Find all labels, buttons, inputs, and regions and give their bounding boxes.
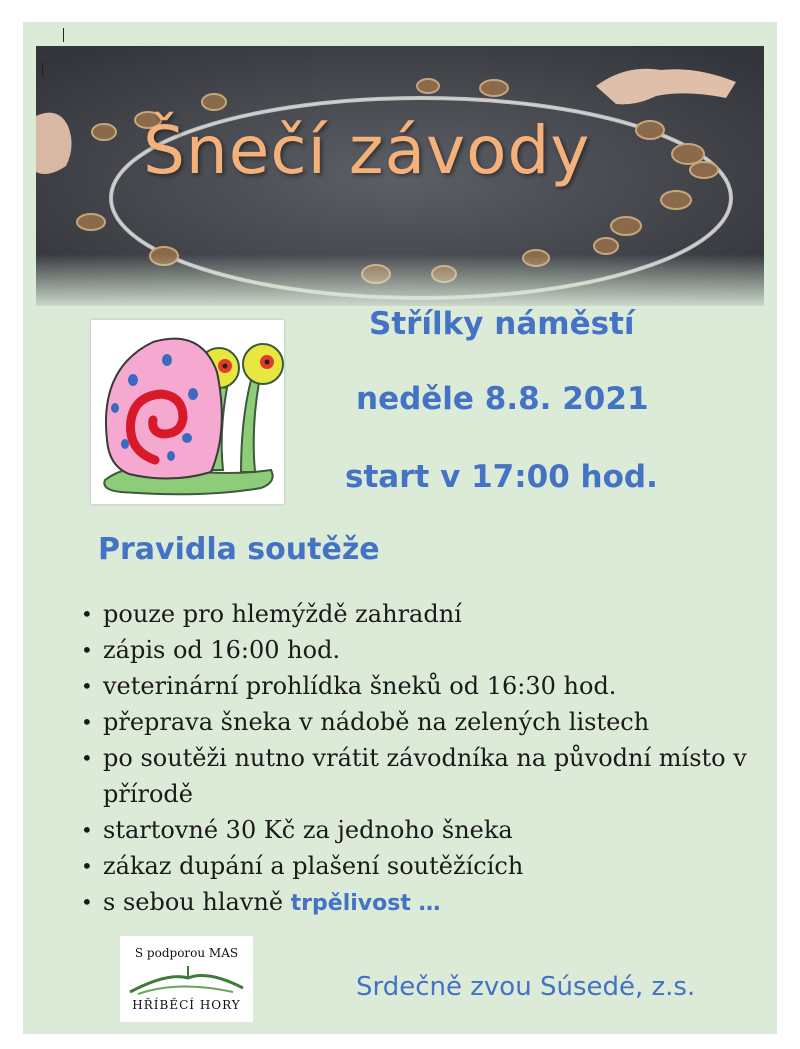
hills-logo-icon [128, 964, 245, 996]
list-item: • veterinární prohlídka šneků od 16:30 hod. [81, 668, 771, 704]
event-place: Střílky náměstí [369, 306, 635, 342]
last-item-text: s sebou hlavně [103, 888, 291, 916]
snail-cartoon-icon [91, 320, 284, 504]
list-item: • zákaz dupání a plašení soutěžících [81, 848, 771, 884]
list-item: • pouze pro hlemýždě zahradní [81, 596, 771, 632]
list-item: • zápis od 16:00 hod. [81, 632, 771, 668]
event-start: start v 17:00 hod. [345, 459, 658, 495]
poster [23, 22, 777, 1034]
list-item [81, 884, 771, 922]
list-item: • startovné 30 Kč za jednoho šneka [81, 812, 771, 848]
snail-cartoon-image [91, 320, 284, 504]
invitation-text: Srdečně zvou Súsedé, z.s. [356, 972, 696, 1002]
text-cursor [42, 62, 43, 76]
mas-logo [120, 936, 253, 1022]
text-cursor [63, 28, 64, 42]
logo-top-text: S podporou MAS [134, 946, 239, 960]
logo-bottom-text: HŘÍBĚCÍ HORY [132, 998, 241, 1012]
rules-heading: Pravidla soutěže [98, 532, 380, 567]
list-item: • po soutěži nutno vrátit závodníka na původní místo v přírodě [81, 740, 771, 812]
event-date: neděle 8.8. 2021 [356, 381, 649, 417]
page-title: Šnečí závody [143, 112, 591, 189]
list-item: • přeprava šneka v nádobě na zelených listech [81, 704, 771, 740]
patience-highlight: trpělivost … [290, 891, 441, 916]
rules-list [81, 596, 771, 922]
